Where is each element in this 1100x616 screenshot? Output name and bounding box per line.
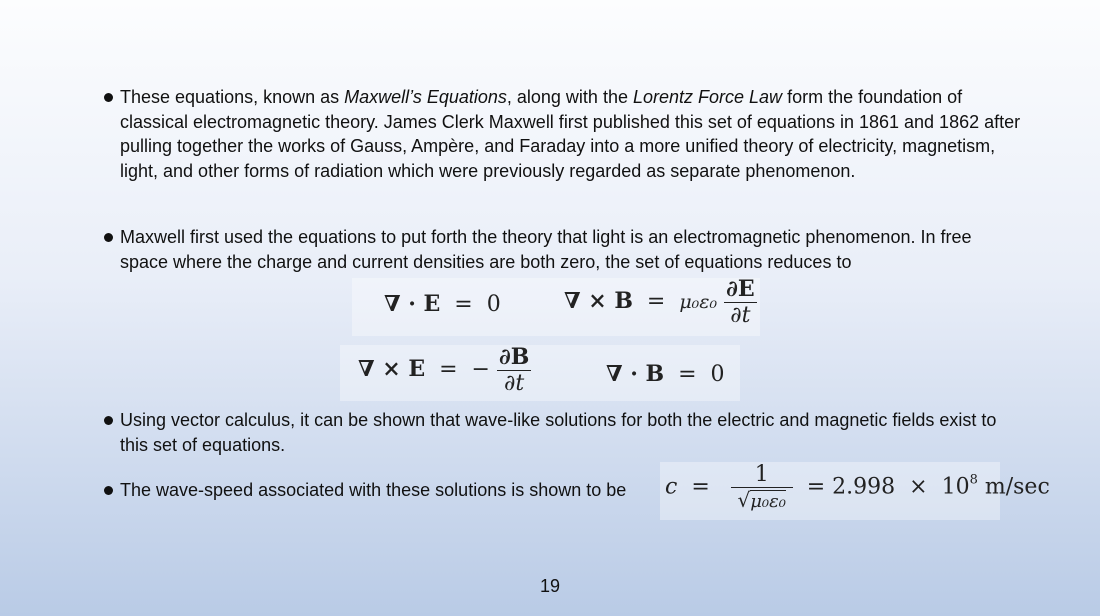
gauss-law-equation: ∇ · E = 0 [384, 291, 501, 317]
bullet-4 [104, 478, 664, 503]
bullet-4-text: The wave-speed associated with these solutions is shown to be [120, 480, 627, 500]
bullet-dot [104, 93, 113, 102]
faraday-law-equation: ∇ × E = − $\frac{\partial B}{\partial t}$ [358, 344, 530, 396]
bullet-dot [104, 486, 113, 495]
bullet-dot [104, 416, 113, 425]
bullet-1-text: These equations, known as Maxwell’s Equations, along with the Lorentz Force Law form the foundation of classical electromagnetic theory. James Clerk Maxwell first published this set of equations in 1861 and 1862 after pulling together the works of Gauss, Ampère, and Faraday into a more unified theory of electricity, magnetism, light, and other forms of radiation which were previously regarded as separate phenomenon. [120, 87, 1021, 181]
bullet-dot [104, 233, 113, 242]
bullet-3-text: Using vector calculus, it can be shown that wave-like solutions for both the electric and magnetic fields exist to this set of equations. [120, 410, 997, 455]
bullet-2 [104, 225, 1024, 274]
gauss-magnetism-equation: ∇ · B = 0 [606, 361, 725, 387]
bullet-3 [104, 408, 1024, 457]
bullet-1 [104, 85, 1024, 183]
wave-speed-equation: c = $\frac{1}{\text{√μ₀ε₀}}$ = $2.998 \times 10^8$ m/sec [665, 462, 1050, 512]
ampere-law-equation: ∇ × B = μ₀ε₀ $\frac{\partial E}{\partial t}$ [564, 276, 755, 328]
bullet-2-text: Maxwell first used the equations to put forth the theory that light is an electromagnetic phenomenon. In free space where the charge and current densities are both zero, the set of equations reduces to [120, 227, 972, 272]
page-number: 19 [539, 576, 561, 596]
